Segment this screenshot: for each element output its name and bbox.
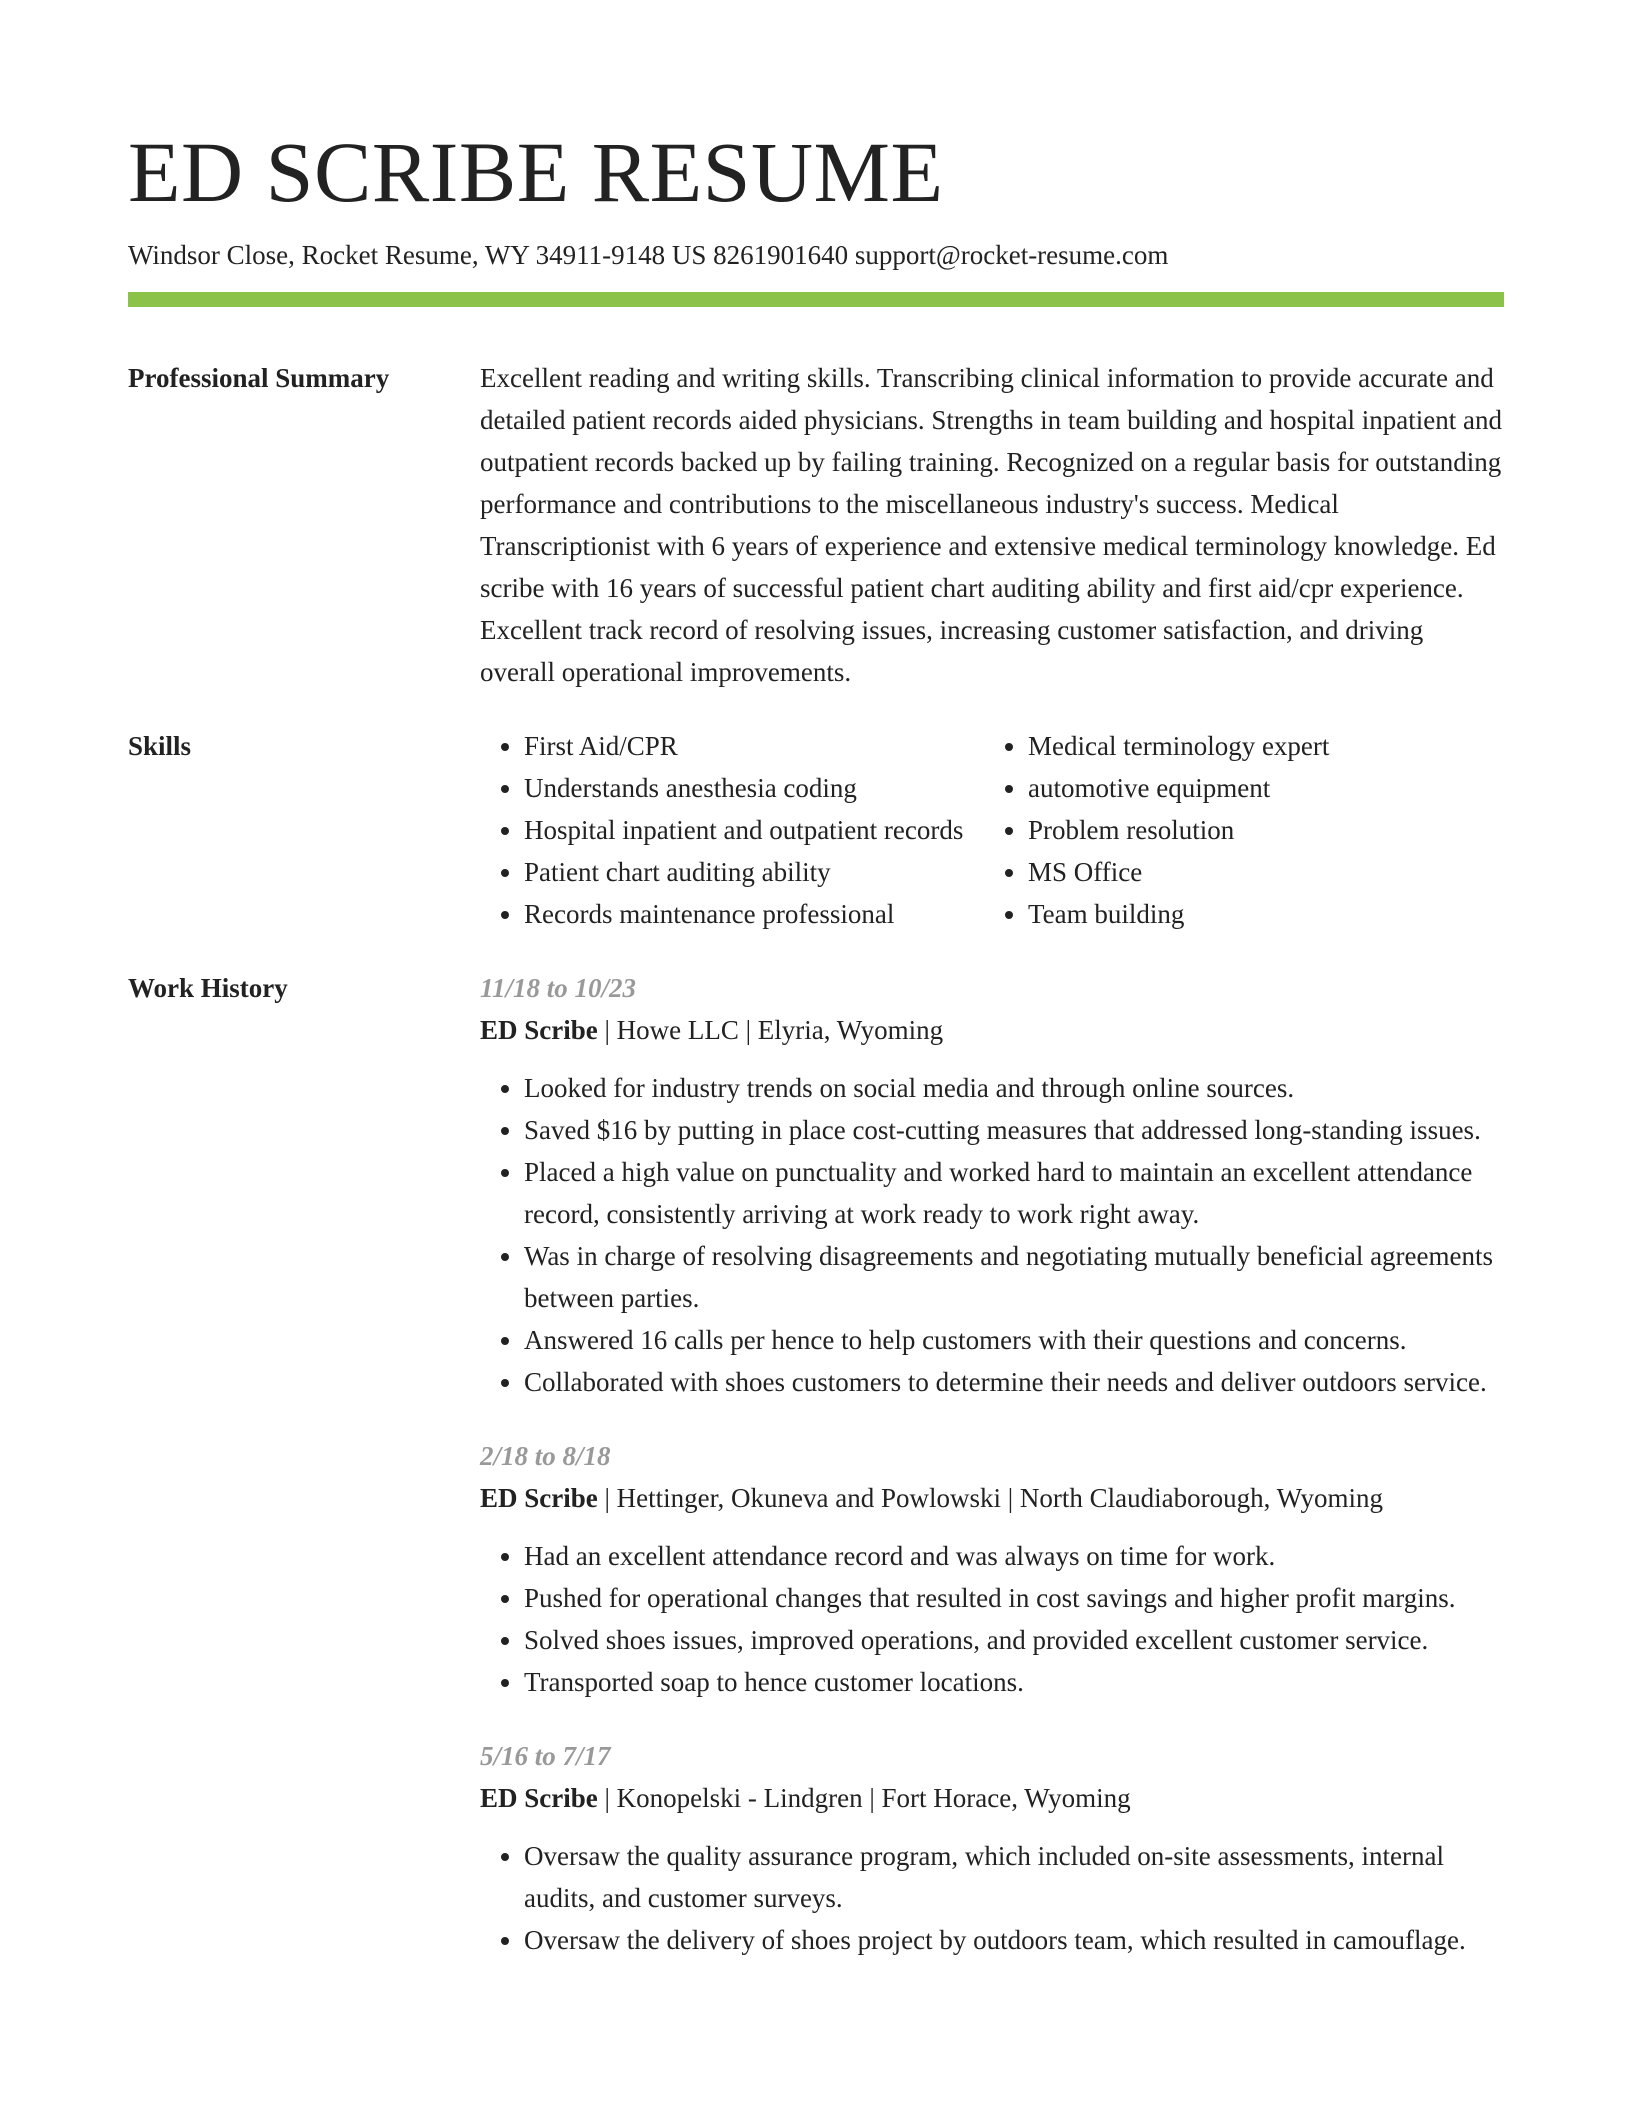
job-bullets [480,1067,1504,1403]
work-history-body [480,967,1504,1993]
job-bullet: • Answered 16 calls per hence to help customers with their questions and concerns. [524,1319,1504,1361]
work-history-label: Work History [128,973,288,1003]
job-bullet: • Had an excellent attendance record and was always on time for work. [524,1535,1504,1577]
skill-item: • Understands anesthesia coding [524,767,984,809]
job-title: ED Scribe [480,1483,598,1513]
job-entry [480,1435,1504,1703]
job-bullet: • Oversaw the quality assurance program, which included on-site assessments, internal audits, and customer surveys. [524,1835,1504,1919]
skills-section [128,725,1504,935]
job-title: ED Scribe [480,1783,598,1813]
job-employer-location: | Konopelski - Lindgren | Fort Horace, Wyoming [597,1783,1131,1813]
skill-item: • MS Office [1028,851,1504,893]
job-entry [480,1735,1504,1961]
job-entry [480,967,1504,1403]
job-bullets [480,1835,1504,1961]
skill-item: • Records maintenance professional [524,893,984,935]
job-employer-location: | Howe LLC | Elyria, Wyoming [597,1015,944,1045]
resume-page [128,0,1504,1993]
job-header [480,1477,1504,1519]
job-dates: 5/16 to 7/17 [480,1741,611,1771]
skill-item: • automotive equipment [1028,767,1504,809]
job-dates: 11/18 to 10/23 [480,973,637,1003]
job-header [480,1777,1504,1819]
skill-item: • Team building [1028,893,1504,935]
job-bullet: • Looked for industry trends on social media and through online sources. [524,1067,1504,1109]
summary-section [128,357,1504,693]
skills-grid [480,725,1504,935]
job-bullet: • Pushed for operational changes that resulted in cost savings and higher profit margins. [524,1577,1504,1619]
job-bullet: • Solved shoes issues, improved operations, and provided excellent customer service. [524,1619,1504,1661]
skill-item: • Problem resolution [1028,809,1504,851]
job-bullet: • Saved $16 by putting in place cost-cutting measures that addressed long-standing issues. [524,1109,1504,1151]
skill-item: • Hospital inpatient and outpatient records [524,809,984,851]
skill-item: • Medical terminology expert [1028,725,1504,767]
job-bullet: • Placed a high value on punctuality and worked hard to maintain an excellent attendance record, consistently arriving at work ready to work right away. [524,1151,1504,1235]
summary-text: Excellent reading and writing skills. Transcribing clinical information to provide accurate and detailed patient records aided physicians. Strengths in team building and hospital inpatient and outpatient records backed up by failing training. Recognized on a regular basis for outstanding performance and contributions to the miscellaneous industry's success. Medical Transcriptionist with 6 years of experience and extensive medical terminology knowledge. Ed scribe with 16 years of successful patient chart auditing ability and first aid/cpr experience. Excellent track record of resolving issues, increasing customer satisfaction, and driving overall operational improvements. [480,363,1503,687]
job-title: ED Scribe [480,1015,598,1045]
work-history-section [128,967,1504,1993]
job-header [480,1009,1504,1051]
skill-item: • Patient chart auditing ability [524,851,984,893]
job-bullet: • Collaborated with shoes customers to determine their needs and deliver outdoors service. [524,1361,1504,1403]
job-bullets [480,1535,1504,1703]
skill-item: • First Aid/CPR [524,725,984,767]
job-bullet: • Transported soap to hence customer locations. [524,1661,1504,1703]
job-bullet: • Oversaw the delivery of shoes project by outdoors team, which resulted in camouflage. [524,1919,1504,1961]
skills-list-left [480,725,984,935]
header-divider [128,292,1504,307]
summary-label: Professional Summary [128,363,390,393]
contact-line: Windsor Close, Rocket Resume, WY 34911-9148 US 8261901640 support@rocket-resume.com [128,240,1169,270]
job-dates: 2/18 to 8/18 [480,1441,611,1471]
job-bullet: • Was in charge of resolving disagreements and negotiating mutually beneficial agreements between parties. [524,1235,1504,1319]
job-employer-location: | Hettinger, Okuneva and Powlowski | North Claudiaborough, Wyoming [597,1483,1384,1513]
skills-label: Skills [128,731,192,761]
skills-list-right [984,725,1504,935]
resume-title: ED SCRIBE RESUME [128,124,944,220]
